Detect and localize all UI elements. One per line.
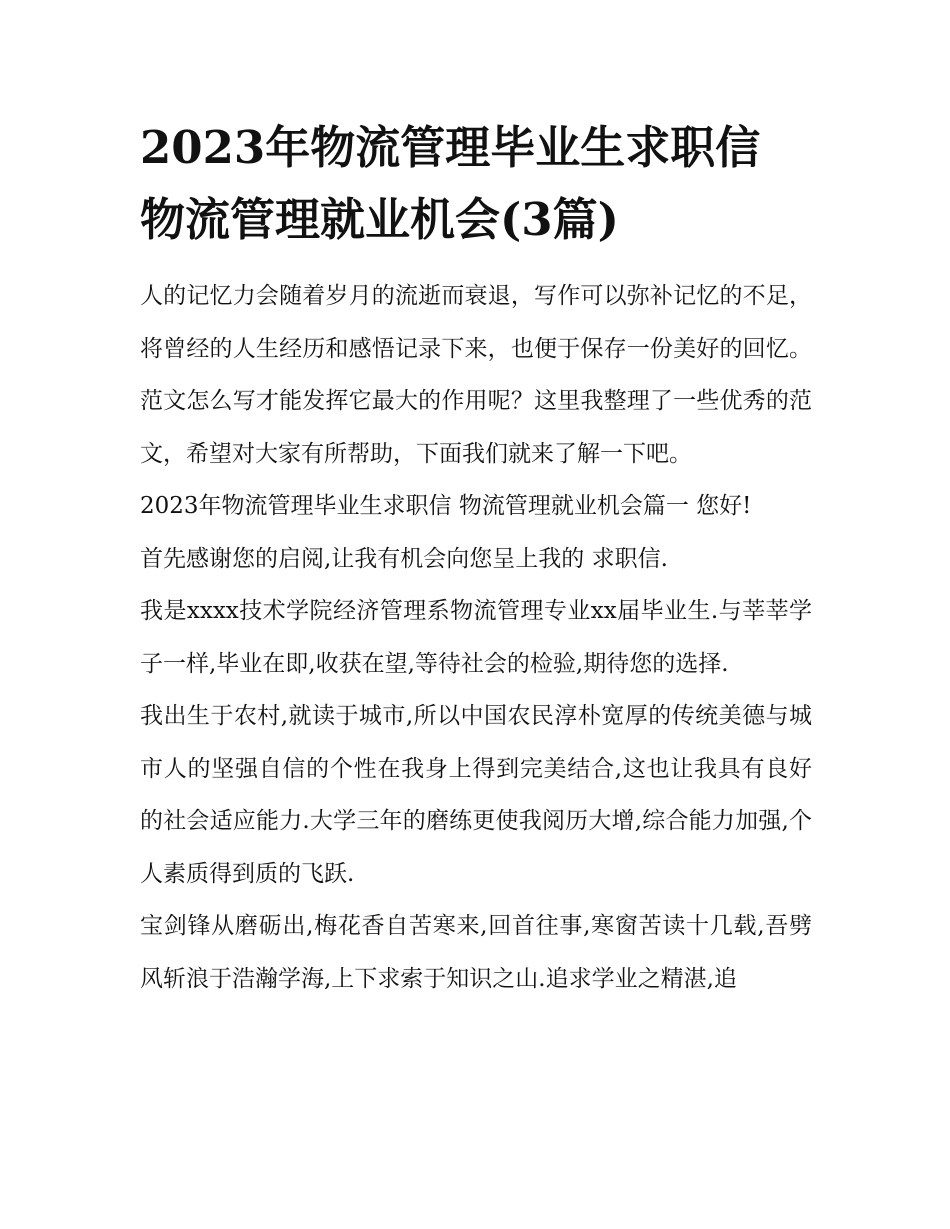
thanks-paragraph: 首先感谢您的启阅,让我有机会向您呈上我的 求职信. bbox=[140, 545, 668, 572]
title-line-1: 2023年物流管理毕业生求职信 bbox=[140, 121, 761, 174]
letter-heading-paragraph: 2023年物流管理毕业生求职信 物流管理就业机会篇一 您好! bbox=[140, 493, 752, 519]
document-title bbox=[140, 112, 812, 256]
intro-paragraph: 人的记忆力会随着岁月的流逝而衰退，写作可以弥补记忆的不足，将曾经的人生经历和感悟记录下来，也便于保存一份美好的回忆。范文怎么写才能发挥它最大的作用呢？这里我整理了一些优秀的范文，希望对大家有所帮助，下面我们就来了解一下吧。 bbox=[140, 283, 812, 467]
title-line-2: 物流管理就业机会(3篇) bbox=[140, 193, 619, 246]
self-intro-paragraph: 我是xxxx技术学院经济管理系物流管理专业xx届毕业生.与莘莘学子一样,毕业在即,收获在望,等待社会的检验,期待您的选择. bbox=[140, 598, 812, 677]
study-paragraph: 宝剑锋从磨砺出,梅花香自苦寒来,回首往事,寒窗苦读十几载,吾劈风斩浪于浩瀚学海,上下求索于知识之山.追求学业之精湛,追 bbox=[140, 913, 812, 992]
document-page bbox=[140, 112, 812, 1005]
background-paragraph: 我出生于农村,就读于城市,所以中国农民淳朴宽厚的传统美德与城市人的坚强自信的个性在我身上得到完美结合,这也让我具有良好的社会适应能力.大学三年的磨练更使我阅历大增,综合能力加强,个人素质得到质的飞跃. bbox=[140, 703, 812, 887]
